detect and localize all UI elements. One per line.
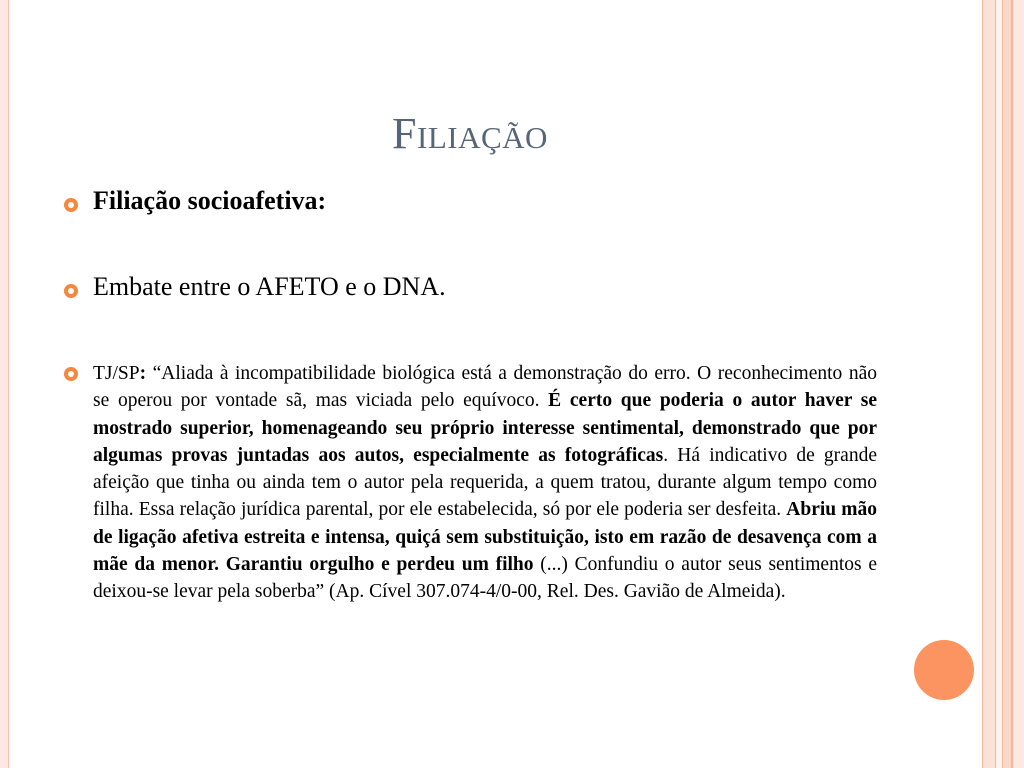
quote-text-segment: (...) Confundiu o autor seus sentimentos e deixou-se levar pela soberba” (Ap. Cível 307.074-4/0-00, Rel. Des. Gavião de Almeida). — [93, 554, 877, 603]
left-border-decoration — [0, 0, 9, 768]
quote-colon: : — [139, 363, 147, 384]
bullet-circle-icon — [64, 198, 78, 212]
quote-source: TJ/SP — [93, 363, 140, 384]
bullet-circle-icon — [64, 367, 78, 381]
bullet-item-socioafetiva: Filiação socioafetiva: — [93, 186, 327, 215]
bullet-item-embate: Embate entre o AFETO e o DNA. — [93, 272, 446, 301]
quote-bold-segment: É certo que poderia o autor haver se mostrado superior, homenageando seu próprio interesse sentimental, demonstrado que por algumas provas juntadas aos autos, especialmente as fotográficas — [93, 390, 877, 466]
bullet-circle-icon — [64, 284, 78, 298]
quote-text-segment: “Aliada à incompatibilidade biológica está a demonstração do erro. O reconhecimento não se operou por vontade sã, mas viciada pelo equívoco. — [93, 363, 877, 412]
stripe — [1012, 0, 1024, 768]
quote-paragraph — [93, 360, 877, 606]
slide-title: Filiação — [392, 109, 548, 158]
quote-text-segment: . Há indicativo de grande afeição que tinha ou ainda tem o autor pela requerida, a quem tratou, durante algum tempo como filha. Essa relação jurídica parental, por ele estabelecida, só por ele poderia ser desfeita. — [93, 444, 877, 521]
right-stripes-decoration — [982, 0, 1024, 768]
stripe — [982, 0, 996, 768]
quote-bold-segment: Abriu mão de ligação afetiva estreita e intensa, quiçá sem substituição, isto em razão de desavença com a mãe da menor. Garantiu orgulho e perdeu um filho — [93, 499, 877, 576]
accent-circle — [914, 640, 974, 700]
stripe — [1002, 0, 1012, 768]
